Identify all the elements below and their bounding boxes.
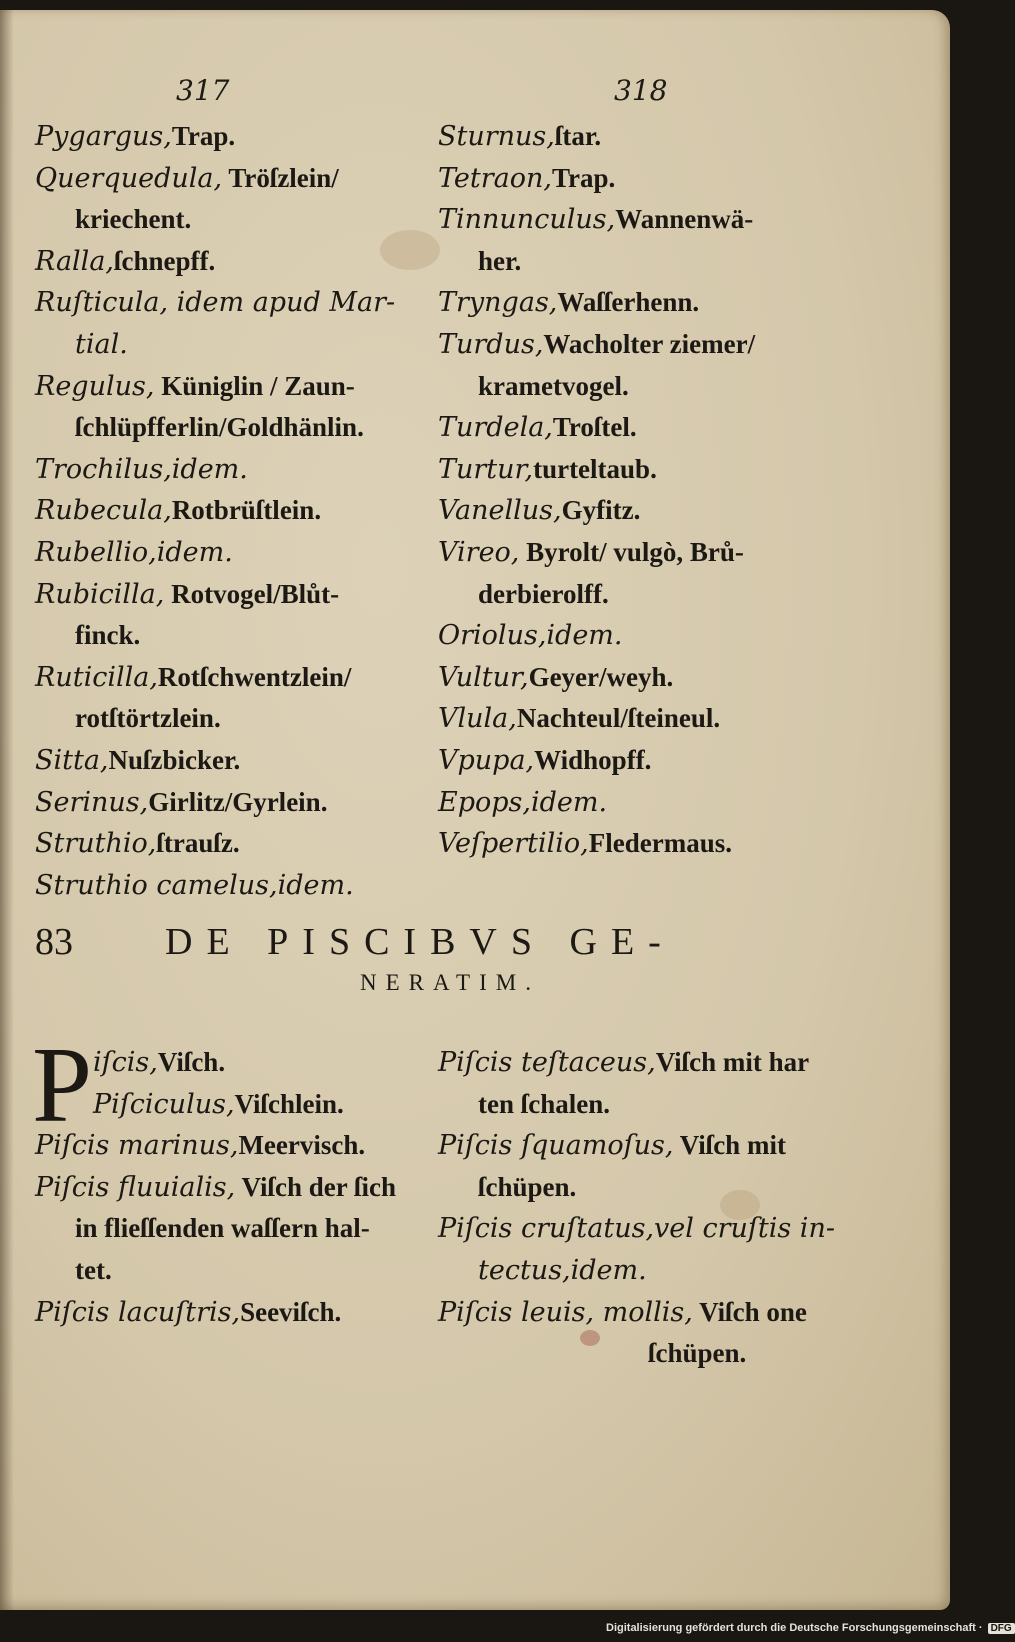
german-term: ſchüpen. bbox=[478, 1171, 577, 1202]
german-term: finck. bbox=[75, 620, 141, 651]
german-term: ſtar. bbox=[554, 121, 602, 151]
latin-term: Struthio, bbox=[35, 828, 157, 860]
section-subtitle: NERATIM. bbox=[360, 970, 540, 995]
latin-term: Sturnus, bbox=[438, 121, 555, 152]
entry-line bbox=[438, 1042, 835, 1084]
entry-line bbox=[438, 782, 755, 824]
latin-term: Piſcis ſquamoſus, bbox=[438, 1130, 674, 1162]
latin-term: Ruticilla, bbox=[35, 661, 158, 693]
latin-term: Vpupa, bbox=[438, 744, 535, 776]
latin-term: Piſciculus, bbox=[93, 1088, 235, 1120]
german-term: ten ſchalen. bbox=[478, 1088, 610, 1119]
entry-line bbox=[438, 1333, 835, 1375]
entry-line bbox=[438, 199, 755, 241]
entry-line bbox=[438, 698, 755, 740]
latin-term: Querquedula, bbox=[35, 162, 223, 194]
entry-line bbox=[35, 199, 395, 241]
german-term: turteltaub. bbox=[533, 453, 657, 484]
german-term: Viſch mit bbox=[673, 1130, 786, 1161]
german-term: Tröſzlein/ bbox=[222, 162, 339, 193]
german-term: Nachteul/ſteineul. bbox=[516, 703, 721, 734]
latin-term: Turdela, bbox=[438, 412, 553, 444]
german-term: kriechent. bbox=[75, 204, 192, 235]
german-term: krametvogel. bbox=[478, 370, 629, 401]
dfg-logo-badge: DFG bbox=[988, 1623, 1015, 1634]
page-number-left: 317 bbox=[176, 74, 230, 107]
latin-term: Piſcis marinus, bbox=[35, 1130, 239, 1162]
latin-term: Turdus, bbox=[438, 328, 544, 360]
entry-line bbox=[438, 1084, 835, 1126]
entry-line bbox=[35, 241, 395, 283]
german-term: Trap. bbox=[171, 121, 236, 151]
german-term: Rotvogel/Blůt- bbox=[164, 578, 340, 609]
latin-term: Rubecula, bbox=[35, 495, 172, 527]
drop-cap-initial: P bbox=[32, 1026, 93, 1145]
latin-term: Struthio camelus,idem. bbox=[35, 869, 354, 901]
entry-line bbox=[438, 282, 755, 324]
entry-line bbox=[438, 116, 755, 158]
latin-term: Sitta, bbox=[35, 744, 109, 776]
latin-term: Piſcis leuis, mollis, bbox=[438, 1296, 693, 1328]
latin-term: Tetraon, bbox=[438, 162, 552, 194]
latin-term: Vlula, bbox=[438, 703, 517, 735]
credit-text: Digitalisierung gefördert durch die Deutsche Forschungsgemeinschaft · bbox=[606, 1622, 983, 1634]
german-term: Meervisch. bbox=[238, 1130, 366, 1161]
entry-line bbox=[35, 449, 395, 491]
entry-line bbox=[438, 1208, 835, 1250]
page-gutter-shadow bbox=[0, 10, 14, 1610]
german-term: Rotbrüſtlein. bbox=[171, 495, 322, 526]
german-term: Viſch. bbox=[157, 1047, 226, 1077]
entry-line bbox=[438, 158, 755, 200]
entry-line bbox=[35, 657, 395, 699]
entry-line bbox=[438, 366, 755, 408]
german-term: Seeviſch. bbox=[240, 1296, 342, 1327]
latin-term: Pygargus, bbox=[35, 121, 172, 152]
german-term: tet. bbox=[75, 1254, 112, 1285]
fish-entries-left-column bbox=[35, 1042, 396, 1333]
german-term: Viſch one bbox=[692, 1296, 807, 1327]
entry-line bbox=[438, 1167, 835, 1209]
latin-term: tectus,idem. bbox=[478, 1254, 647, 1286]
entry-line bbox=[35, 865, 395, 907]
entry-line bbox=[35, 740, 395, 782]
german-term: her. bbox=[478, 245, 522, 276]
entry-line bbox=[438, 1250, 835, 1292]
latin-term: Tinnunculus, bbox=[438, 204, 616, 236]
latin-term: Veſpertilio, bbox=[438, 828, 589, 860]
entry-line bbox=[438, 449, 755, 491]
bird-entries-left-column bbox=[35, 116, 395, 906]
entry-line bbox=[35, 1208, 396, 1250]
entry-line bbox=[438, 574, 755, 616]
german-term: Viſch mit har bbox=[655, 1047, 810, 1077]
entry-line bbox=[35, 490, 395, 532]
entry-line bbox=[35, 698, 395, 740]
latin-term: Trochilus,idem. bbox=[35, 453, 248, 485]
page-number-right: 318 bbox=[614, 74, 668, 107]
latin-term: Regulus, bbox=[35, 370, 155, 402]
german-term: Waſſerhenn. bbox=[557, 287, 700, 318]
german-term: Geyer/weyh. bbox=[528, 661, 674, 692]
entry-line bbox=[35, 158, 395, 200]
entry-line bbox=[438, 532, 755, 574]
german-term: ſchüpen. bbox=[648, 1338, 747, 1369]
entry-line bbox=[438, 1125, 835, 1167]
german-term: Fledermaus. bbox=[588, 828, 732, 859]
german-term: ſtrauſz. bbox=[156, 828, 240, 859]
latin-term: Tryngas, bbox=[438, 287, 558, 319]
entry-line bbox=[35, 407, 395, 449]
german-term: Wannenwä- bbox=[615, 204, 754, 235]
digitization-credit bbox=[606, 1622, 1015, 1634]
section-number: 83 bbox=[35, 921, 73, 963]
entry-line bbox=[438, 740, 755, 782]
entry-line bbox=[35, 574, 395, 616]
entry-line bbox=[35, 1042, 396, 1084]
entry-line bbox=[35, 1167, 396, 1209]
german-term: ſchlüpfferlin/Goldhänlin. bbox=[75, 412, 364, 443]
entry-line bbox=[35, 116, 395, 158]
german-term: Wacholter ziemer/ bbox=[543, 328, 756, 359]
entry-line bbox=[438, 823, 755, 865]
entry-line bbox=[35, 366, 395, 408]
latin-term: Oriolus,idem. bbox=[438, 620, 623, 652]
german-term: Gyfitz. bbox=[561, 495, 641, 526]
german-term: Rotſchwentzlein/ bbox=[157, 661, 352, 692]
german-term: in flieſſenden waſſern hal- bbox=[75, 1213, 370, 1244]
entry-line bbox=[35, 1125, 396, 1167]
latin-term: tial. bbox=[75, 328, 128, 360]
fish-entries-right-column bbox=[438, 1042, 835, 1375]
latin-term: Vanellus, bbox=[438, 495, 562, 527]
german-term: Widhopff. bbox=[534, 744, 652, 775]
entry-line bbox=[438, 1292, 835, 1334]
entry-line bbox=[35, 615, 395, 657]
entry-line bbox=[35, 823, 395, 865]
entry-line bbox=[35, 324, 395, 366]
entry-line bbox=[35, 1084, 396, 1126]
entry-line bbox=[35, 532, 395, 574]
entry-line bbox=[438, 490, 755, 532]
german-term: Nuſzbicker. bbox=[108, 744, 241, 775]
latin-term: Rubellio,idem. bbox=[35, 536, 233, 568]
bird-entries-right-column bbox=[438, 116, 755, 865]
entry-line bbox=[438, 407, 755, 449]
german-term: ſchnepff. bbox=[114, 245, 216, 276]
section-title: DE PISCIBVS GE- bbox=[165, 921, 675, 963]
german-term: Trap. bbox=[551, 162, 616, 193]
entry-line bbox=[438, 657, 755, 699]
latin-term: Epops,idem. bbox=[438, 786, 608, 818]
german-term: Byrolt/ vulgò, Brů- bbox=[519, 536, 744, 567]
latin-term: Ruſticula, idem apud Mar- bbox=[35, 287, 396, 319]
latin-term: Piſcis fluuialis, bbox=[35, 1171, 236, 1203]
german-term: Viſchlein. bbox=[234, 1088, 344, 1119]
latin-term: Turtur, bbox=[438, 453, 534, 485]
latin-term: Vireo, bbox=[438, 536, 520, 568]
latin-term: Piſcis cruſtatus,vel cruſtis in- bbox=[438, 1213, 835, 1245]
latin-term: Ralla, bbox=[35, 245, 114, 277]
entry-line bbox=[438, 241, 755, 283]
german-term: Viſch der ſich bbox=[235, 1171, 396, 1202]
latin-term: Vultur, bbox=[438, 661, 529, 693]
latin-term: Piſcis lacuſtris, bbox=[35, 1296, 241, 1328]
german-term: Girlitz/Gyrlein. bbox=[148, 786, 328, 817]
german-term: rotſtörtzlein. bbox=[75, 703, 221, 734]
german-term: Troſtel. bbox=[552, 412, 637, 443]
latin-term: Piſcis teſtaceus, bbox=[438, 1047, 656, 1078]
entry-line bbox=[35, 782, 395, 824]
latin-term: Rubicilla, bbox=[35, 578, 165, 610]
german-term: Küniglin / Zaun- bbox=[154, 370, 355, 401]
entry-line bbox=[35, 1292, 396, 1334]
entry-line bbox=[438, 324, 755, 366]
entry-line bbox=[35, 1250, 396, 1292]
entry-line bbox=[35, 282, 395, 324]
latin-term: iſcis, bbox=[93, 1047, 158, 1078]
german-term: derbierolff. bbox=[478, 578, 609, 609]
latin-term: Serinus, bbox=[35, 786, 149, 818]
entry-line bbox=[438, 615, 755, 657]
